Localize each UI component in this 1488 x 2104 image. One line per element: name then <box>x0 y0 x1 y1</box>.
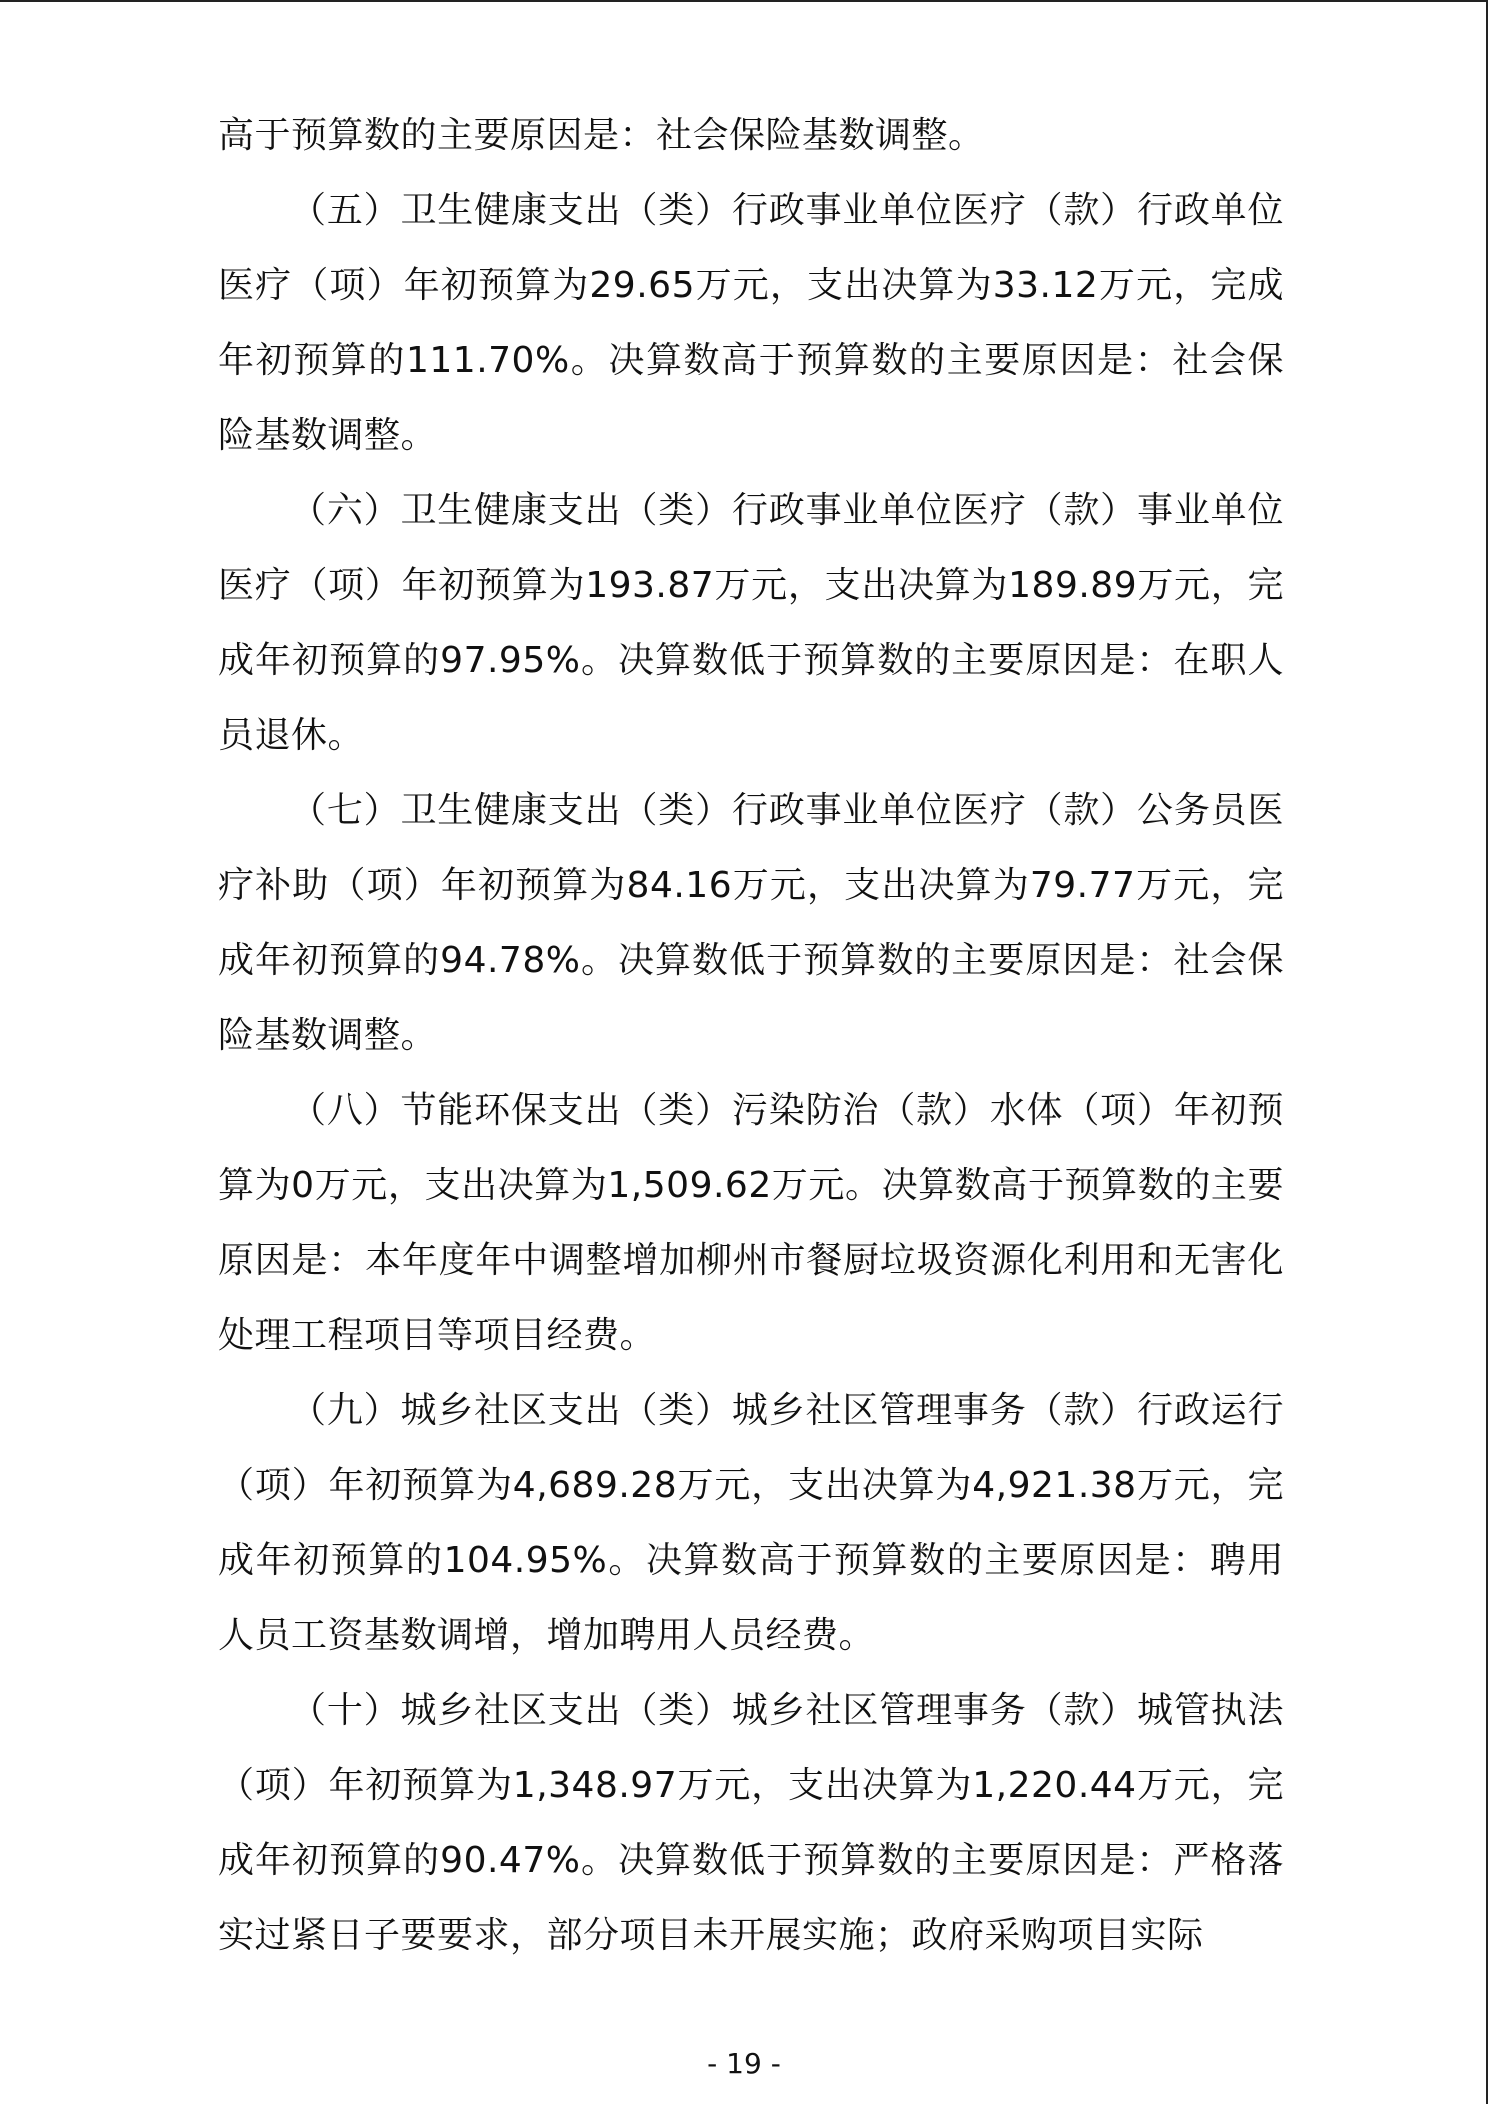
paragraph-item-10: （十）城乡社区支出（类）城乡社区管理事务（款）城管执法（项）年初预算为1,348.97万元，支出决算为1,220.44万元，完成年初预算的90.47%。决算数低于预算数的主要原因是：严格落实过紧日子要要求，部分项目未开展实施；政府采购项目实际 <box>218 1690 1284 1956</box>
paragraph-continuation: 高于预算数的主要原因是：社会保险基数调整。 <box>218 115 985 156</box>
paragraph-item-5: （五）卫生健康支出（类）行政事业单位医疗（款）行政单位医疗（项）年初预算为29.65万元，支出决算为33.12万元，完成年初预算的111.70%。决算数高于预算数的主要原因是：社会保险基数调整。 <box>218 190 1284 456</box>
paragraph-item-8: （八）节能环保支出（类）污染防治（款）水体（项）年初预算为0万元，支出决算为1,509.62万元。决算数高于预算数的主要原因是：本年度年中调整增加柳州市餐厨垃圾资源化利用和无害化处理工程项目等项目经费。 <box>218 1090 1284 1356</box>
document-body <box>218 98 1284 1973</box>
page-number: - 19 - <box>707 2047 781 2080</box>
paragraph-item-9: （九）城乡社区支出（类）城乡社区管理事务（款）行政运行（项）年初预算为4,689.28万元，支出决算为4,921.38万元，完成年初预算的104.95%。决算数高于预算数的主要原因是：聘用人员工资基数调增，增加聘用人员经费。 <box>218 1390 1284 1656</box>
paragraph-item-6: （六）卫生健康支出（类）行政事业单位医疗（款）事业单位医疗（项）年初预算为193.87万元，支出决算为189.89万元，完成年初预算的97.95%。决算数低于预算数的主要原因是：在职人员退休。 <box>218 490 1284 756</box>
paragraph-item-7: （七）卫生健康支出（类）行政事业单位医疗（款）公务员医疗补助（项）年初预算为84.16万元，支出决算为79.77万元，完成年初预算的94.78%。决算数低于预算数的主要原因是：社会保险基数调整。 <box>218 790 1284 1056</box>
top-border <box>0 0 1488 2</box>
